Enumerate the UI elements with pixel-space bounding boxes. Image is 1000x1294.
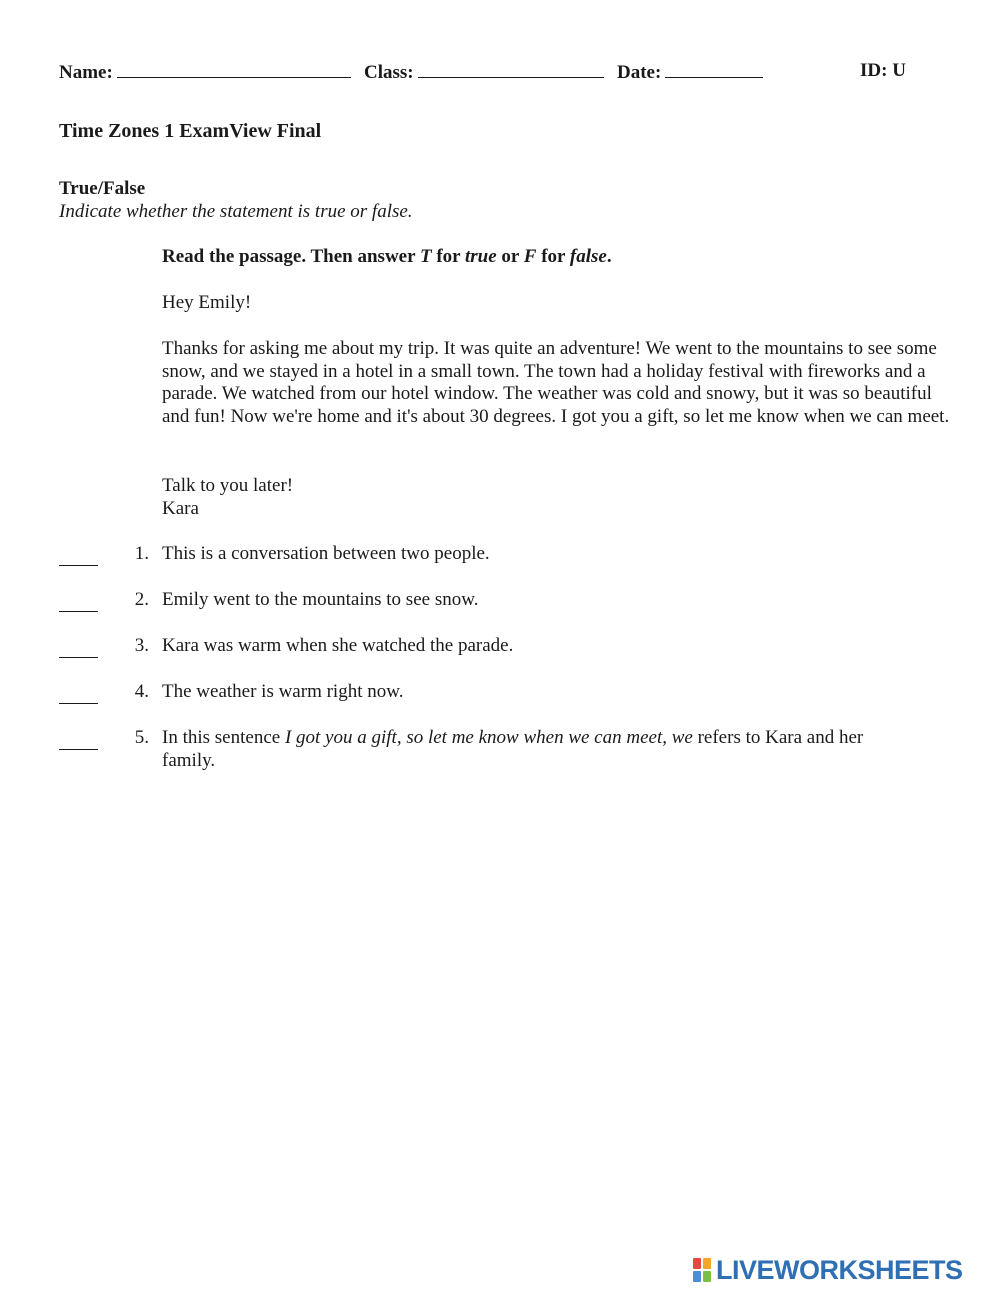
question-2 xyxy=(59,589,959,635)
directions-text: Read the passage. Then answer xyxy=(162,246,420,267)
question-text-part: , xyxy=(662,727,672,748)
directions-false: false xyxy=(569,246,607,267)
question-number: 5. xyxy=(134,727,149,748)
answer-blank[interactable] xyxy=(59,727,98,750)
logo-blocks-icon xyxy=(693,1258,711,1282)
directions-text: for xyxy=(431,246,465,267)
question-number: 1. xyxy=(134,543,149,564)
quoted-word: we xyxy=(671,727,693,748)
letter-greeting: Hey Emily! xyxy=(162,292,252,313)
date-field[interactable] xyxy=(617,60,763,85)
date-blank[interactable] xyxy=(665,60,763,78)
question-text xyxy=(162,727,902,772)
directions-text: for xyxy=(536,246,570,267)
question-text-part: In this sentence xyxy=(162,727,285,748)
directions-f: F xyxy=(523,246,537,267)
answer-blank[interactable] xyxy=(59,543,98,566)
passage-directions xyxy=(162,246,952,269)
question-text: Kara was warm when she watched the parade. xyxy=(162,635,514,656)
section-heading: True/False xyxy=(59,178,146,199)
question-3 xyxy=(59,635,959,681)
student-info-header xyxy=(59,60,939,84)
letter-closing: Talk to you later! xyxy=(162,475,294,496)
class-label: Class: xyxy=(364,62,414,83)
directions-true: true xyxy=(464,246,497,267)
id-field xyxy=(860,60,906,83)
question-number: 2. xyxy=(134,589,149,610)
logo-block xyxy=(703,1271,711,1282)
question-number: 4. xyxy=(134,681,149,702)
logo-block xyxy=(703,1258,711,1269)
logo-text: LIVEWORKSHEETS xyxy=(716,1255,963,1285)
question-4 xyxy=(59,681,959,727)
logo-block xyxy=(693,1258,701,1269)
letter-body: Thanks for asking me about my trip. It was quite an adventure! We went to the mountains to see some snow, and we stayed in a hotel in a small town. The town had a holiday festival with fireworks and a parade. We watched from our hotel window. The weather was cold and snowy, but it was so beautiful and fun! Now we're home and it's about 30 degrees. I got you a gift, so let me know when we can meet. xyxy=(162,338,950,428)
answer-blank[interactable] xyxy=(59,635,98,658)
id-value: U xyxy=(892,60,906,81)
name-label: Name: xyxy=(59,62,113,83)
quoted-sentence: I got you a gift, so let me know when we can meet xyxy=(284,727,663,748)
logo-block xyxy=(693,1271,701,1282)
answer-blank[interactable] xyxy=(59,589,98,612)
section-instruction: Indicate whether the statement is true or false. xyxy=(59,201,413,222)
class-field[interactable] xyxy=(364,60,604,85)
question-text: Emily went to the mountains to see snow. xyxy=(162,589,479,610)
question-text: The weather is warm right now. xyxy=(162,681,404,702)
directions-t: T xyxy=(419,246,432,267)
class-blank[interactable] xyxy=(418,60,604,78)
id-label: ID: xyxy=(860,60,888,81)
directions-text: or xyxy=(496,246,524,267)
question-number: 3. xyxy=(134,635,149,656)
date-label: Date: xyxy=(617,62,662,83)
name-blank[interactable] xyxy=(117,60,351,78)
liveworksheets-logo xyxy=(693,1256,988,1284)
question-1 xyxy=(59,543,959,589)
letter-signature: Kara xyxy=(162,498,199,519)
directions-text: . xyxy=(606,246,612,267)
question-5 xyxy=(59,727,959,773)
answer-blank[interactable] xyxy=(59,681,98,704)
question-text: This is a conversation between two people. xyxy=(162,543,490,564)
question-text-part: refers to Kara and her family. xyxy=(162,727,864,771)
page-title: Time Zones 1 ExamView Final xyxy=(59,120,322,142)
name-field[interactable] xyxy=(59,60,351,85)
